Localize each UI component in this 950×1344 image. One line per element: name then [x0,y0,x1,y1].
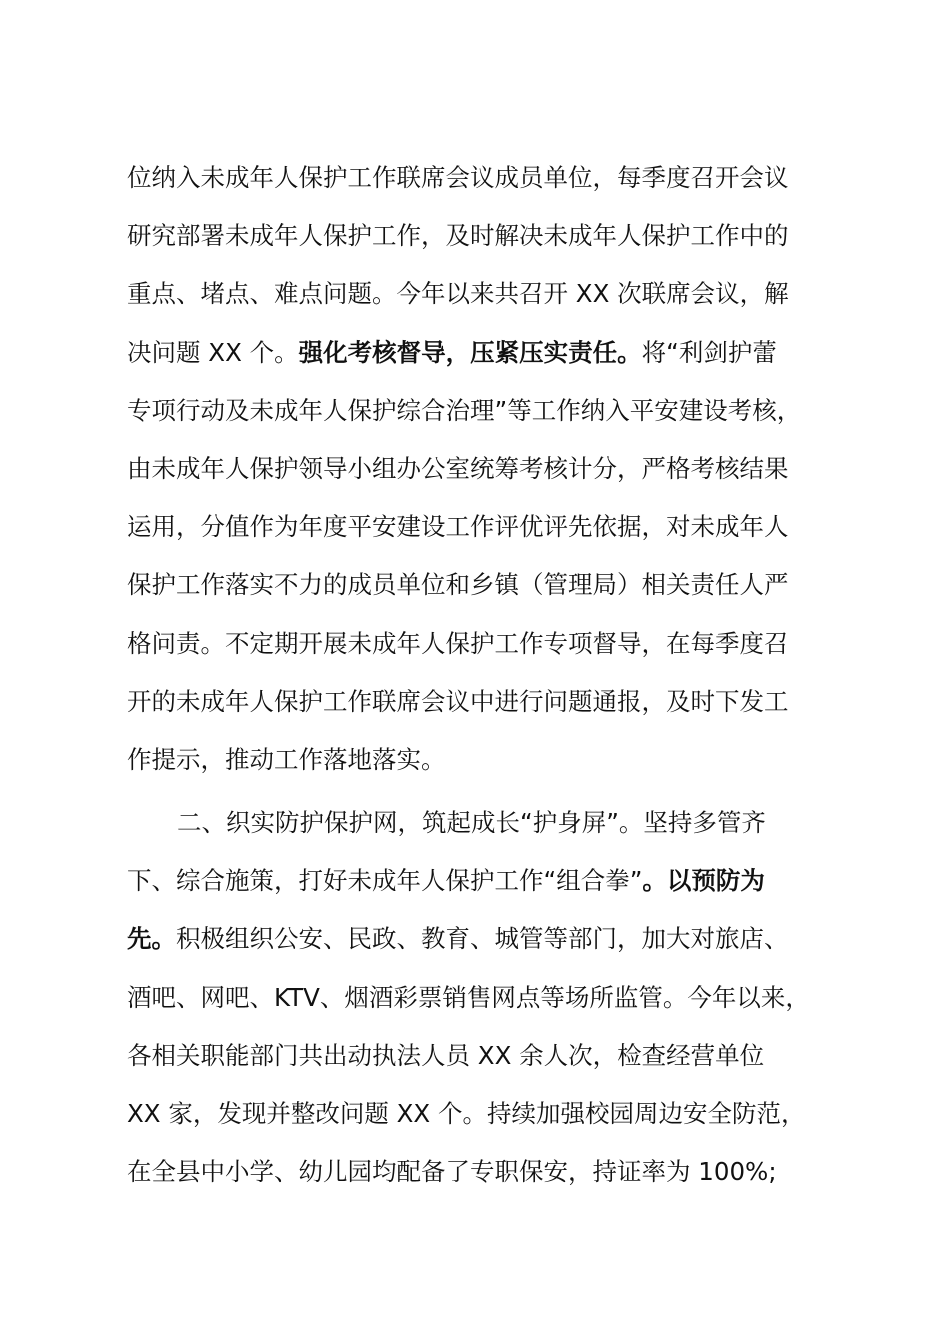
text-line [127,207,837,265]
text-line [127,615,837,673]
text-line [127,1143,837,1201]
text-line [127,969,837,1027]
text-line [127,673,837,731]
text-span: 作提示，推动工作落地落实。 [127,744,446,774]
text-span: 二、织实防护保护网，筑起成长“护身屏”。坚持多管齐 [177,808,766,838]
text-line [127,440,837,498]
text-line [127,498,837,556]
text-line [127,265,837,323]
text-span: 将“利剑护蕾 [641,337,777,367]
text-span: 各相关职能部门共出动执法人员 XX 余人次，检查经营单位 [127,1040,765,1070]
text-span: 下、综合施策，打好未成年人保护工作“组合拳” [127,866,643,896]
text-span: 位纳入未成年人保护工作联席会议成员单位，每季度召开会议 [127,163,789,192]
text-span: 运用，分值作为年度平安建设工作评优评先依据，对未成年人 [127,512,789,542]
text-span: 专项行动及未成年人保护综合治理”等工作纳入平安建设考核， [127,395,802,425]
text-line [127,794,837,852]
text-span: 决问题 XX 个。 [127,337,299,367]
bold-heading: 。以预防为 [642,866,765,896]
text-span: 研究部署未成年人保护工作，及时解决未成年人保护工作中的 [127,221,789,251]
text-line [127,731,837,789]
text-line [127,852,837,910]
text-span: XX 家，发现并整改问题 XX 个。持续加强校园周边安全防范， [127,1099,806,1128]
text-span: 积极组织公安、民政、教育、城管等部门，加大对旅店、 [176,924,789,954]
text-line [127,324,837,382]
text-span: 酒吧、网吧、KTV、烟酒彩票销售网点等场所监管。今年以来， [127,982,810,1012]
text-span: 重点、堵点、难点问题。今年以来共召开 XX 次联席会议，解 [127,279,789,309]
text-span: 格问责。不定期开展未成年人保护工作专项督导，在每季度召 [127,628,789,658]
text-line [127,556,837,614]
text-span: 在全县中小学、幼儿园均配备了专职保安，持证率为 100%; [127,1157,777,1187]
text-line [127,910,837,968]
bold-heading: 强化考核督导，压紧压实责任。 [298,337,642,367]
text-span: 由未成年人保护领导小组办公室统筹考核计分，严格考核结果 [127,453,789,483]
text-line [127,149,837,207]
text-span: 开的未成年人保护工作联席会议中进行问题通报，及时下发工 [127,686,789,716]
bold-heading: 先。 [127,924,176,954]
document-body [127,149,837,1201]
text-line [127,1085,837,1143]
text-line [127,382,837,440]
text-line [127,1027,837,1085]
text-span: 保护工作落实不力的成员单位和乡镇（管理局）相关责任人严 [127,570,789,600]
